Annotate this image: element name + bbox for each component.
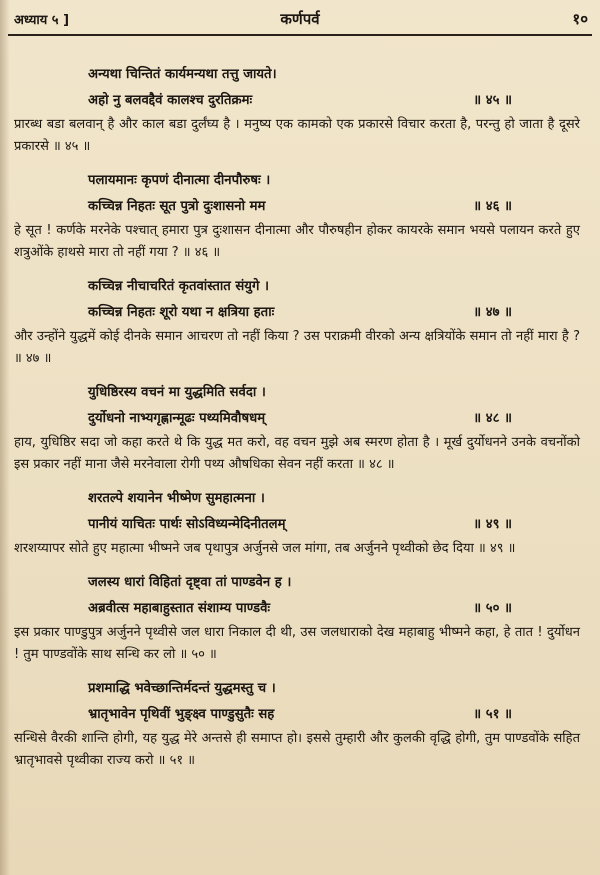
section-title: कर्णपर्व xyxy=(280,10,320,28)
sanskrit-verse xyxy=(0,62,600,114)
header-rule xyxy=(8,34,592,36)
verse-line-2: कच्चिन्न निहतः शूरो यथा न क्षत्रिया हताः xyxy=(88,305,275,320)
sanskrit-verse xyxy=(0,676,600,728)
verse-block xyxy=(0,168,600,264)
verse-number: ॥ ५० ॥ xyxy=(473,601,512,616)
verse-block xyxy=(0,486,600,560)
verse-line-1: अन्यथा चिन्तितं कार्यमन्यथा तत्तु जायते। xyxy=(88,67,277,82)
verse-line-1: युधिष्ठिरस्य वचनं मा युद्धमिति सर्वदा । xyxy=(88,385,266,400)
page-number: १० xyxy=(572,10,588,28)
verse-block xyxy=(0,676,600,772)
verse-block xyxy=(0,274,600,370)
verse-line-1: जलस्य धारां विहितां दृष्ट्वा तां पाण्डवेन ह । xyxy=(88,575,292,590)
sanskrit-verse xyxy=(0,380,600,432)
sanskrit-verse xyxy=(0,274,600,326)
sanskrit-verse xyxy=(0,486,600,538)
sanskrit-verse xyxy=(0,168,600,220)
hindi-translation: शरशय्यापर सोते हुए महात्मा भीष्मने जब पृथापुत्र अर्जुनसे जल मांगा, तब अर्जुनने पृथ्वीको छेद दिया ॥ ४९ ॥ xyxy=(14,541,516,556)
verse-number: ॥ ४५ ॥ xyxy=(473,93,512,108)
chapter-label: अध्याय ५ ] xyxy=(14,13,70,28)
verse-line-2: दुर्योधनो नाभ्यगृह्णान्मूढः पथ्यमिवौषधम् xyxy=(88,411,266,426)
hindi-translation: इस प्रकार पाण्डुपुत्र अर्जुनने पृथ्वीसे जल धारा निकाल दी थी, उस जलधाराको देख महाबाहु भीष्मने कहा, हे तात ! दुर्योधन ! तुम पाण्डवोंके साथ सन्धि कर लो ॥ ५० ॥ xyxy=(14,625,580,662)
hindi-translation: हाय, युधिष्ठिर सदा जो कहा करते थे कि युद्ध मत करो, वह वचन मुझे अब स्मरण होता है । मूर्ख दुर्योधनने उनके वचनोंको इस प्रकार नहीं माना जैसे मरनेवाला रोगी पथ्य औषधिका सेवन नहीं करता ॥ ४८ ॥ xyxy=(14,435,580,472)
verse-number: ॥ ४८ ॥ xyxy=(473,411,512,426)
page-body xyxy=(0,62,600,782)
verse-line-1: शरतल्पे शयानेन भीष्मेण सुमहात्मना । xyxy=(88,491,265,506)
hindi-translation: और उन्होंने युद्धमें कोई दीनके समान आचरण तो नहीं किया ? उस पराक्रमी वीरको अन्य क्षत्रियोंके समान तो नहीं मारा है ? ॥ ४७ ॥ xyxy=(14,329,580,366)
verse-block xyxy=(0,62,600,158)
verse-number: ॥ ५१ ॥ xyxy=(473,707,512,722)
verse-block xyxy=(0,380,600,476)
verse-number: ॥ ४९ ॥ xyxy=(473,517,512,532)
verse-line-2: कच्चिन्न निहतः सूत पुत्रो दुःशासनो मम xyxy=(88,199,266,214)
verse-line-2: पानीयं याचितः पार्थः सोऽविध्यन्मेदिनीतलम् xyxy=(88,517,286,532)
verse-number: ॥ ४६ ॥ xyxy=(473,199,512,214)
verse-line-2: भ्रातृभावेन पृथिवीं भुङ्क्ष्व पाण्डुसुतैः सह xyxy=(88,707,275,722)
hindi-translation: सन्धिसे वैरकी शान्ति होगी, यह युद्ध मेरे अन्तसे ही समाप्त हो। इससे तुम्हारी और कुलकी वृद्धि होगी, तुम पाण्डवोंके सहित भ्रातृभावसे पृथ्वीका राज्य करो ॥ ५१ ॥ xyxy=(14,731,580,768)
page-header xyxy=(0,0,600,40)
hindi-translation: प्रारब्ध बडा बलवान् है और काल बडा दुर्लंघ्य है । मनुष्य एक कामको एक प्रकारसे विचार करता है, परन्तु हो जाता है दूसरे प्रकारसे ॥ ४५ ॥ xyxy=(14,117,580,154)
sanskrit-verse xyxy=(0,570,600,622)
verse-number: ॥ ४७ ॥ xyxy=(473,305,512,320)
verse-block xyxy=(0,570,600,666)
verse-line-1: कच्चिन्न नीचाचरितं कृतवांस्तात संयुगे । xyxy=(88,279,269,294)
verse-line-1: पलायमानः कृपणं दीनात्मा दीनपौरुषः । xyxy=(88,173,271,188)
verse-line-2: अब्रवीत्स महाबाहुस्तात संशाम्य पाण्डवैः xyxy=(88,601,271,616)
verse-line-1: प्रशमाद्धि भवेच्छान्तिर्मदन्तं युद्धमस्तु च । xyxy=(88,681,276,696)
hindi-translation: हे सूत ! कर्णके मरनेके पश्चात् हमारा पुत्र दुःशासन दीनात्मा और पौरुषहीन होकर कायरके समान भयसे पलायन करते हुए शत्रुओंके हाथसे मारा तो नहीं गया ? ॥ ४६ ॥ xyxy=(14,223,580,260)
verse-line-2: अहो नु बलवद्दैवं कालश्च दुरतिक्रमः xyxy=(88,93,253,108)
